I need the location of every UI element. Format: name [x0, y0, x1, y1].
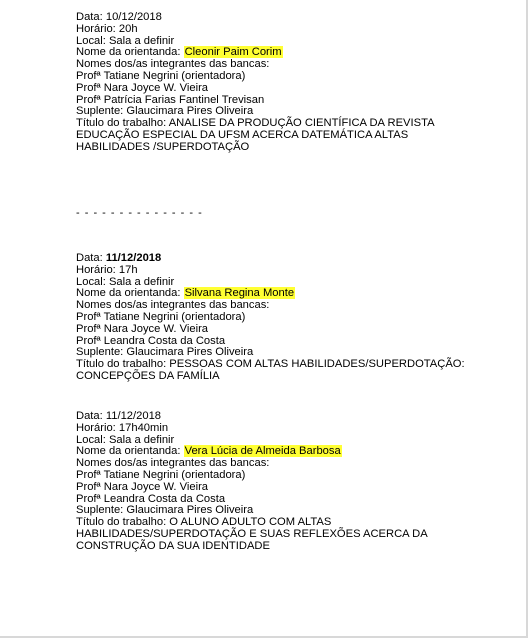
time-line [76, 24, 476, 36]
separator-dashes: - - - - - - - - - - - - - - - [76, 207, 203, 219]
defense-entry-2 [76, 253, 476, 383]
title-line: HABILIDADES/SUPERDOTAÇÃO E SUAS REFLEXÕES ACERCA DA [76, 527, 428, 540]
alternate-line: Suplente: Glaucimara Pires Oliveira [76, 504, 254, 517]
time-label: Horário: [76, 421, 116, 434]
member-line: Profª Nara Joyce W. Vieira [76, 480, 209, 493]
member-line: Profª Tatiane Negrini (orientadora) [76, 310, 246, 323]
place-line: Local: Sala a definir [76, 433, 175, 446]
advisee-name-highlighted: Vera Lúcia de Almeida Barbosa [184, 445, 341, 458]
defense-entry-3 [76, 411, 476, 553]
advisee-name-highlighted: Silvana Regina Monte [184, 287, 295, 300]
title-line: CONSTRUÇÃO DA SUA IDENTIDADE [76, 539, 270, 552]
date-label: Data: [76, 252, 103, 264]
title-label: Título do trabalho: [76, 516, 167, 529]
place-line: Local: Sala a definir [76, 34, 175, 47]
advisee-label: Nome da orientanda: [76, 445, 181, 458]
member-line: Profª Tatiane Negrini (orientadora) [76, 69, 246, 82]
date-value: 10/12/2018 [105, 11, 162, 23]
title-text: ANALISE DA PRODUÇÃO CIENTÍFICA DA REVISTA [168, 117, 435, 130]
member-line: Profª Nara Joyce W. Vieira [76, 81, 209, 94]
member-line: Profª Leandra Costa da Costa [76, 492, 226, 505]
advisee-label: Nome da orientanda: [76, 46, 181, 59]
title-text: PESSOAS COM ALTAS HABILIDADES/SUPERDOTAÇÃO: [169, 358, 465, 371]
place-line: Local: Sala a definir [76, 275, 175, 288]
title-line: EDUCAÇÃO ESPECIAL DA UFSM ACERCA DATEMÁTICA ALTAS [76, 128, 409, 141]
advisee-label: Nome da orientanda: [76, 287, 181, 300]
time-line [76, 423, 476, 435]
date-value: 11/12/2018 [105, 252, 162, 264]
time-label: Horário: [76, 22, 116, 35]
advisee-name-highlighted: Cleonir Paim Corim [184, 46, 282, 59]
member-line: Profª Tatiane Negrini (orientadora) [76, 468, 246, 481]
title-line: CONCEPÇÕES DA FAMÍLIA [76, 369, 220, 382]
time-value: 17h40min [118, 421, 169, 434]
date-value: 11/12/2018 [105, 410, 162, 422]
time-value: 17h [118, 263, 138, 276]
member-line: Profª Nara Joyce W. Vieira [76, 322, 209, 335]
title-label: Título do trabalho: [76, 358, 167, 371]
member-line: Profª Patrícia Farias Fantinel Trevisan [76, 93, 265, 106]
time-line [76, 265, 476, 277]
time-value: 20h [118, 22, 138, 35]
alternate-line: Suplente: Glaucimara Pires Oliveira [76, 105, 254, 118]
members-heading: Nomes dos/as integrantes das bancas: [76, 58, 270, 71]
time-label: Horário: [76, 263, 116, 276]
members-heading: Nomes dos/as integrantes das bancas: [76, 457, 270, 470]
members-heading: Nomes dos/as integrantes das bancas: [76, 299, 270, 312]
title-line: HABILIDADES /SUPERDOTAÇÃO [76, 140, 250, 153]
title-label: Título do trabalho: [76, 117, 167, 130]
member-line: Profª Leandra Costa da Costa [76, 334, 226, 347]
alternate-line: Suplente: Glaucimara Pires Oliveira [76, 346, 254, 359]
date-label: Data: [76, 11, 103, 23]
title-text: O ALUNO ADULTO COM ALTAS [169, 516, 332, 529]
defense-entry-1 [76, 12, 476, 154]
date-label: Data: [76, 410, 103, 422]
